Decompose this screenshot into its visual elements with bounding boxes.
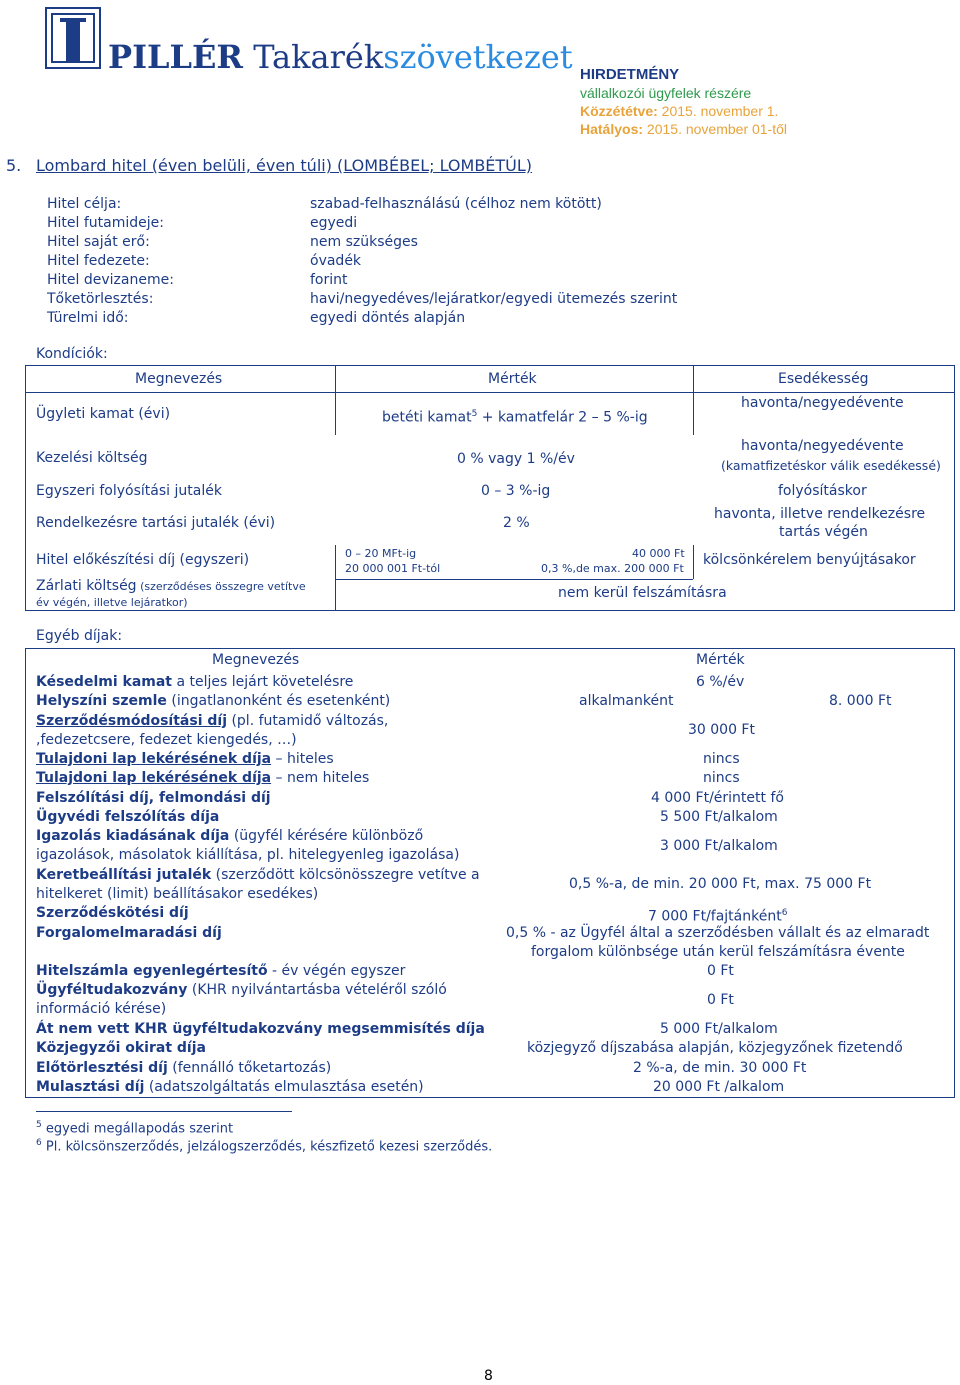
closing-name: Zárlati költség (szerződéses összegre vetítve	[36, 578, 306, 594]
table-divider	[25, 392, 955, 393]
fee-row-name: Át nem vett KHR ügyféltudakozvány megsemmisítés díja	[36, 1021, 485, 1037]
kv-label: Hitel célja:	[47, 196, 122, 212]
disbursement-due: folyósításkor	[778, 483, 867, 499]
kv-value: szabad-felhasználású (célhoz nem kötött)	[310, 196, 602, 212]
effective-date: Hatályos: 2015. november 01-től	[580, 121, 788, 137]
handling-name: Kezelési költség	[36, 450, 148, 466]
prep-range-2: 20 000 001 Ft-tól	[345, 562, 441, 575]
prep-name: Hitel előkészítési díj (egyszeri)	[36, 552, 250, 568]
disbursement-value: 0 – 3 %-ig	[481, 483, 551, 499]
commitment-due-2: tartás végén	[779, 524, 868, 540]
closing-name-note: év végén, illetve lejáratkor)	[36, 596, 188, 609]
section-title	[6, 156, 532, 175]
fee-row-value: 5 000 Ft/alkalom	[660, 1021, 778, 1037]
fee-row-value: 8. 000 Ft	[829, 693, 892, 709]
kv-value: egyedi döntés alapján	[310, 310, 466, 326]
fee-row-value: 2 %-a, de min. 30 000 Ft	[633, 1060, 807, 1076]
fee-row-value: 30 000 Ft	[688, 722, 755, 738]
kv-label: Hitel fedezete:	[47, 253, 150, 269]
footnote-5: $^5$ egyedi megállapodás szerint	[36, 1120, 234, 1137]
fee-row-name: Tulajdoni lap lekérésének díja – hiteles	[36, 751, 334, 767]
notice-title: HIRDETMÉNY	[580, 66, 680, 83]
kv-label: Hitel devizaneme:	[47, 272, 174, 288]
interest-due: havonta/negyedévente	[741, 395, 904, 411]
kv-label: Hitel futamideje:	[47, 215, 164, 231]
table-divider	[335, 579, 693, 580]
fee-row-name: Keretbeállítási jutalék (szerződött kölcsönösszegre vetítve a	[36, 867, 480, 883]
interest-name: Ügyleti kamat (évi)	[36, 406, 171, 422]
section-title-text: Lombard hitel (éven belüli, éven túli) (LOMBÉBEL; LOMBÉTÚL)	[36, 156, 533, 175]
notice-block	[580, 66, 787, 138]
fee-row-name: Késedelmi kamat a teljes lejárt követelésre	[36, 674, 354, 690]
fees-header-value: Mérték	[696, 652, 745, 668]
fee-row-value: 6 %/év	[696, 674, 745, 690]
fee-row-value: 3 000 Ft/alkalom	[660, 838, 778, 854]
fee-row-value: 20 000 Ft /alkalom	[653, 1079, 785, 1095]
table-divider	[693, 365, 694, 435]
closing-value: nem kerül felszámításra	[558, 585, 727, 601]
company-logo	[44, 6, 573, 76]
fee-row-value: 0 Ft	[707, 963, 734, 979]
kv-value: óvadék	[310, 253, 362, 269]
prep-range-1: 0 – 20 MFt-ig	[345, 547, 417, 560]
fee-row-name: Forgalomelmaradási díj	[36, 925, 222, 941]
fee-row-value: nincs	[703, 751, 740, 767]
fee-row-name: Hitelszámla egyenlegértesítő - év végén egyszer	[36, 963, 406, 979]
kv-value: nem szükséges	[310, 234, 418, 250]
fee-row-name: Szerződéskötési díj	[36, 905, 189, 921]
fee-row-value: 4 000 Ft/érintett fő	[651, 790, 784, 806]
fee-row-name: Tulajdoni lap lekérésének díja – nem hiteles	[36, 770, 370, 786]
prep-due: kölcsönkérelem benyújtásakor	[703, 552, 916, 568]
disbursement-name: Egyszeri folyósítási jutalék	[36, 483, 222, 499]
kv-label: Tőketörlesztés:	[47, 291, 154, 307]
section-number: 5.	[6, 156, 22, 175]
kv-label: Hitel saját erő:	[47, 234, 150, 250]
fee-row-name-2: igazolások, másolatok kiállítása, pl. hitelegyenleg igazolása)	[36, 847, 460, 863]
fee-row-value: 0,5 % - az Ügyfél által a szerződésben vállalt és az elmaradt	[506, 925, 930, 941]
other-fees-label: Egyéb díjak:	[36, 628, 123, 644]
fee-row-name-2: hitelkeret (limit) beállításakor esedékes)	[36, 886, 319, 902]
fee-row-name-2: ,fedezetcsere, fedezet kiengedés, …)	[36, 732, 297, 748]
logo-mark-icon	[44, 6, 102, 70]
fee-row-name: Szerződésmódosítási díj (pl. futamidő változás,	[36, 713, 389, 729]
fee-row-name: Felszólítási díj, felmondási díj	[36, 790, 271, 806]
conditions-header-value: Mérték	[488, 371, 537, 387]
kv-value: egyedi	[310, 215, 358, 231]
kv-value: havi/negyedéves/lejáratkor/egyedi ütemezés szerint	[310, 291, 678, 307]
handling-value: 0 % vagy 1 %/év	[457, 451, 575, 467]
notice-subtitle: vállalkozói ügyfelek részére	[580, 85, 752, 101]
logo-wordmark: PILLÉR Takarékszövetkezet	[108, 38, 573, 76]
fee-row-value: nincs	[703, 770, 740, 786]
fee-row-name: Előtörlesztési díj (fennálló tőketartozás)	[36, 1060, 332, 1076]
fee-row-value: 0,5 %-a, de min. 20 000 Ft, max. 75 000 Ft	[569, 876, 872, 892]
fees-header-name: Megnevezés	[212, 652, 300, 668]
fee-row-value: 5 500 Ft/alkalom	[660, 809, 778, 825]
fee-row-value: 7 000 Ft/fajtánként$^6$	[648, 908, 788, 925]
footnote-divider	[36, 1111, 292, 1112]
handling-due-note: (kamatfizetéskor válik esedékessé)	[721, 458, 941, 473]
kv-value: forint	[310, 272, 348, 288]
conditions-header-due: Esedékesség	[778, 371, 869, 387]
fee-row-name: Ügyféltudakozvány (KHR nyilvántartásba vételéről szóló	[36, 982, 447, 998]
fee-row-value: alkalmanként	[579, 693, 674, 709]
table-divider	[335, 365, 336, 435]
fee-row-name: Igazolás kiadásának díja (ügyfél kérésére különböző	[36, 828, 424, 844]
footnote-6: $^6$ Pl. kölcsönszerződés, jelzálogszerződés, készfizető kezesi szerződés.	[36, 1138, 493, 1155]
fee-row-value: közjegyző díjszabása alapján, közjegyzőnek fizetendő	[527, 1040, 903, 1056]
kv-label: Türelmi idő:	[47, 310, 129, 326]
fee-row-name-2: információ kérése)	[36, 1001, 167, 1017]
conditions-label: Kondíciók:	[36, 346, 108, 362]
conditions-header-name: Megnevezés	[135, 371, 223, 387]
fee-row-name: Ügyvédi felszólítás díja	[36, 809, 220, 825]
fee-row-value-2: forgalom különbsége után kerül felszámításra évente	[531, 944, 905, 960]
fee-row-name: Mulasztási díj (adatszolgáltatás elmulasztása esetén)	[36, 1079, 424, 1095]
published-date: Közzététve: 2015. november 1.	[580, 103, 779, 119]
commitment-value: 2 %	[503, 515, 530, 531]
interest-value: betéti kamat$^5$ + kamatfelár 2 – 5 %-ig	[382, 409, 648, 426]
commitment-name: Rendelkezésre tartási jutalék (évi)	[36, 515, 276, 531]
handling-due: havonta/negyedévente	[741, 438, 904, 454]
commitment-due: havonta, illetve rendelkezésre	[714, 506, 926, 522]
prep-fee-2: 0,3 %,de max. 200 000 Ft	[541, 562, 684, 575]
prep-fee-1: 40 000 Ft	[632, 547, 685, 560]
page-number: 8	[484, 1368, 493, 1384]
table-divider	[335, 545, 336, 611]
fee-row-name: Közjegyzői okirat díja	[36, 1040, 206, 1056]
table-divider	[693, 545, 694, 579]
fee-row-value: 0 Ft	[707, 992, 734, 1008]
fee-row-name: Helyszíni szemle (ingatlanonként és esetenként)	[36, 693, 391, 709]
